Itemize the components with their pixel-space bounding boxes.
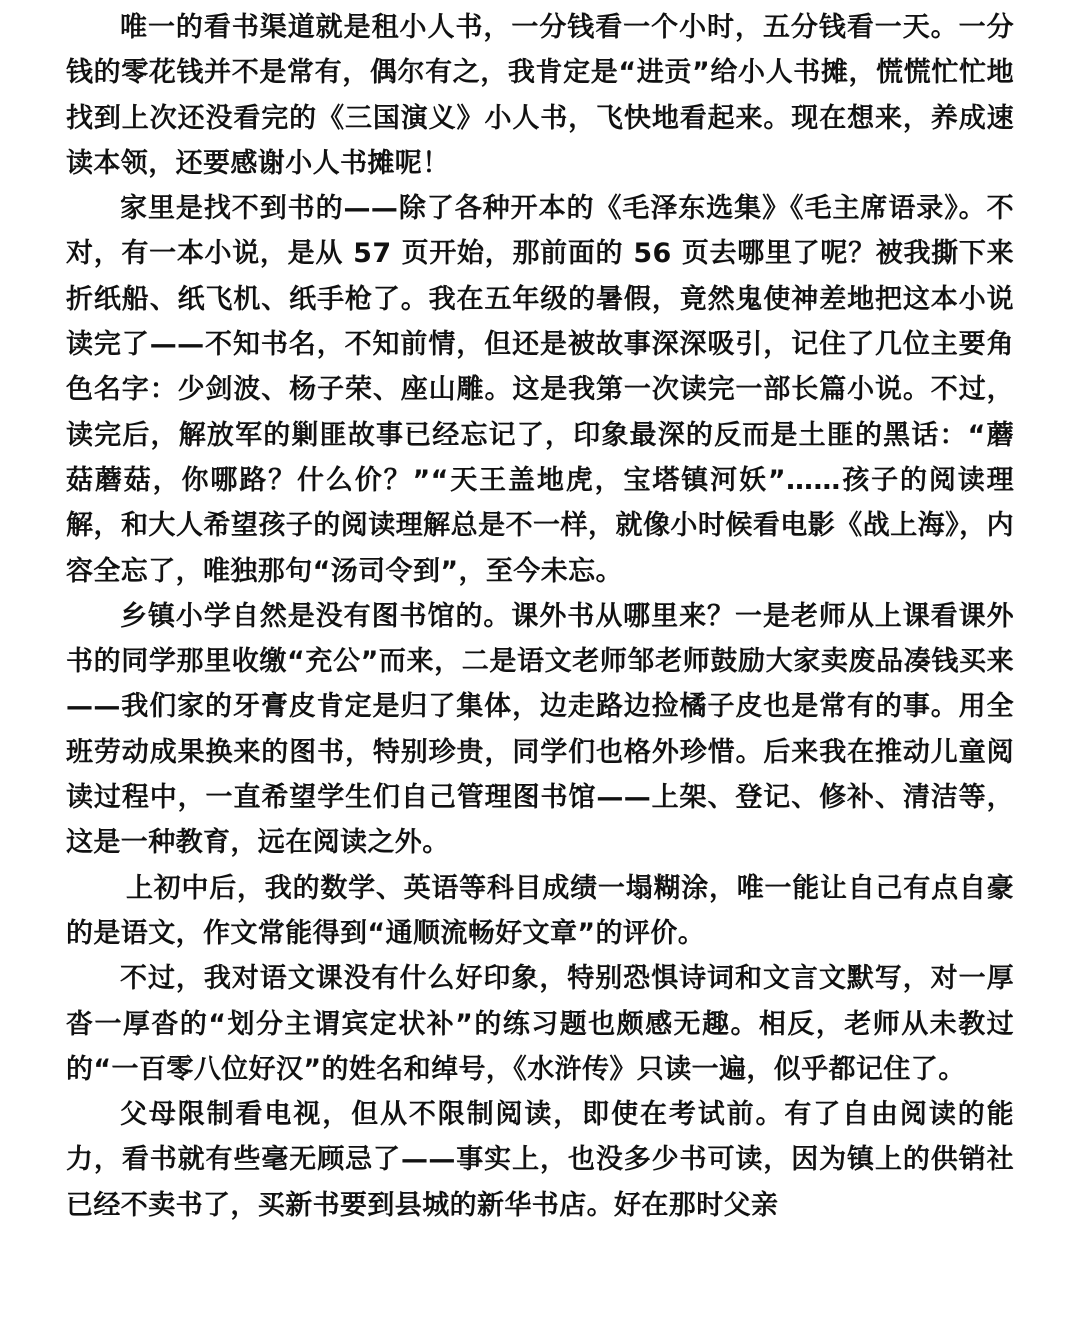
paragraph-parents-reading: 父母限制看电视，但从不限制阅读，即使在考试前。有了自由阅读的能力，看书就有些毫无顾忌了——事实上，也没多少书可读，因为镇上的供销社已经不卖书了，买新书要到县城的新华书店。好在那时父亲 bbox=[66, 1099, 1014, 1221]
document-page bbox=[66, 5, 1014, 1228]
paragraph-rental-comics: 唯一的看书渠道就是租小人书，一分钱看一个小时，五分钱看一天。一分钱的零花钱并不是常有，偶尔有之，我肯定是“进贡”给小人书摊，慌慌忙忙地找到上次还没看完的《三国演义》小人书，飞快地看起来。现在想来，养成速读本领，还要感谢小人书摊呢！ bbox=[66, 12, 1014, 179]
paragraph-chinese-class: 不过，我对语文课没有什么好印象，特别恐惧诗词和文言文默写，对一厚沓一厚沓的“划分主谓宾定状补”的练习题也颇感无趣。相反，老师从未教过的“一百零八位好汉”的姓名和绰号，《水浒传》只读一遍，似乎都记住了。 bbox=[66, 963, 1014, 1085]
paragraph-home-books: 家里是找不到书的——除了各种开本的《毛泽东选集》《毛主席语录》。不对，有一本小说，是从 57 页开始，那前面的 56 页去哪里了呢？被我撕下来折纸船、纸飞机、纸手枪了。我在五年级的暑假，竟然鬼使神差地把这本小说读完了——不知书名，不知前情，但还是被故事深深吸引，记住了几位主要角色名字：少剑波、杨子荣、座山雕。这是我第一次读完一部长篇小说。不过，读完后，解放军的剿匪故事已经忘记了，印象最深的反而是土匪的黑话：“蘑菇蘑菇，你哪路？什么价？”“天王盖地虎，宝塔镇河妖”……孩子的阅读理解，和大人希望孩子的阅读理解总是不一样，就像小时候看电影《战上海》，内容全忘了，唯独那句“汤司令到”，至今未忘。 bbox=[66, 193, 1014, 587]
paragraph-school-library: 乡镇小学自然是没有图书馆的。课外书从哪里来？一是老师从上课看课外书的同学那里收缴“充公”而来，二是语文老师邹老师鼓励大家卖废品凑钱买来——我们家的牙膏皮肯定是归了集体，边走路边捡橘子皮也是常有的事。用全班劳动成果换来的图书，特别珍贵，同学们也格外珍惜。后来我在推动儿童阅读过程中，一直希望学生们自己管理图书馆——上架、登记、修补、清洁等，这是一种教育，远在阅读之外。 bbox=[66, 600, 1014, 859]
paragraph-middle-school: 上初中后，我的数学、英语等科目成绩一塌糊涂，唯一能让自己有点自豪的是语文，作文常能得到“通顺流畅好文章”的评价。 bbox=[66, 872, 1014, 949]
